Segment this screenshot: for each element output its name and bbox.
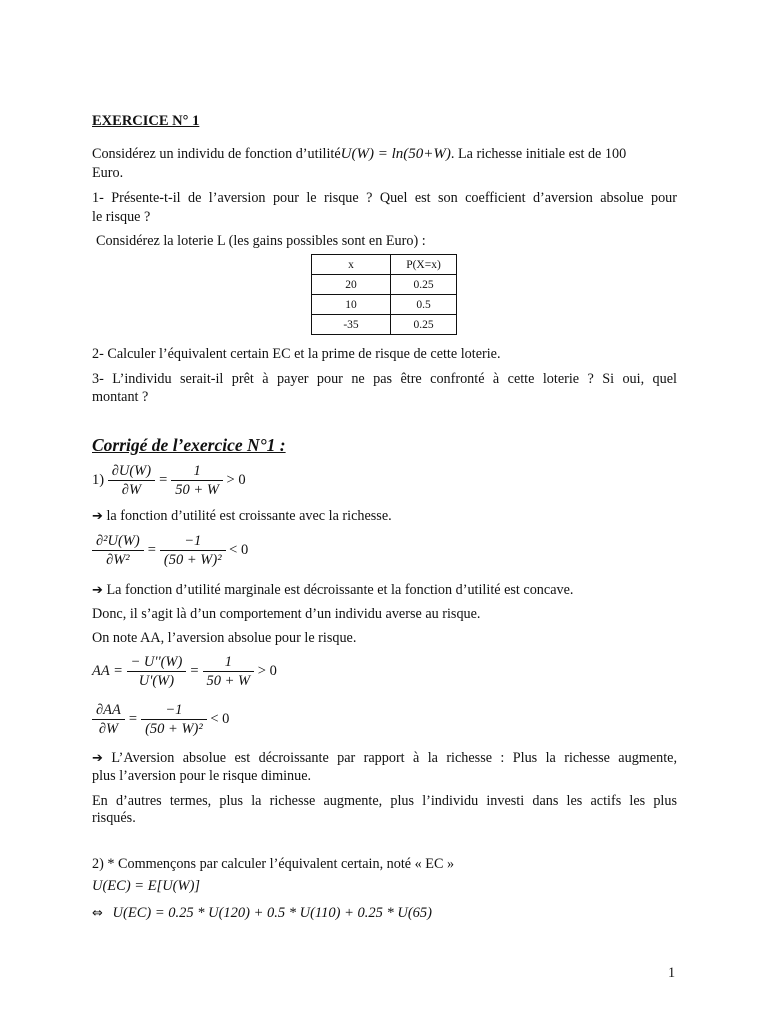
line-donc: Donc, il s’agit là d’un comportement d’un individu averse au risque. xyxy=(92,606,481,622)
utility-formula: U(W) = ln(50+W) xyxy=(340,146,451,162)
part-2-heading: 2) * Commençons par calculer l’équivalent certain, noté « EC » xyxy=(92,856,455,872)
note-1 xyxy=(92,507,392,526)
note-3-line-1 xyxy=(92,749,677,768)
equation-1-tail: > 0 xyxy=(226,471,246,488)
equation-6-text: U(EC) = 0.25 * U(120) + 0.5 * U(110) + 0.25 * U(65) xyxy=(112,905,432,921)
equation-4-tail: < 0 xyxy=(210,710,230,727)
equation-5: U(EC) = E[U(W)] xyxy=(92,878,201,894)
equation-2-rhs-numerator: −1 xyxy=(160,532,226,551)
table-cell: 0.25 xyxy=(391,315,457,335)
table-row xyxy=(312,315,457,335)
equation-3-denominator: U'(W) xyxy=(138,673,175,689)
equation-3-tail: > 0 xyxy=(257,662,277,679)
equation-1-label: 1) xyxy=(92,471,105,488)
equation-2-tail: < 0 xyxy=(229,541,249,558)
table-cell: -35 xyxy=(312,315,391,335)
table-header-cell: x xyxy=(312,255,391,275)
intro-line-2: Euro. xyxy=(92,165,124,181)
solution-title: Corrigé de l’exercice N°1 : xyxy=(92,435,286,455)
intro-text-b: . La richesse initiale est de 100 xyxy=(450,146,627,162)
equation-4: $\frac{\partial AA}{\partial W}$ = $\frac{-1}{\text{(50 + W)²}}$ < 0 xyxy=(92,701,229,738)
question-3-line-1: 3- L’individu serait-il prêt à payer pour ne pas être confronté à cette loterie ? Si oui, quel xyxy=(92,371,677,387)
equation-3-rhs-numerator: 1 xyxy=(203,653,255,672)
equivalence-icon: ⇔ xyxy=(92,906,103,921)
question-2: 2- Calculer l’équivalent certain EC et la prime de risque de cette loterie. xyxy=(92,346,501,362)
intro-line-1 xyxy=(92,145,626,164)
equation-1-denominator: ∂W xyxy=(121,482,142,498)
arrow-right-icon: ➔ xyxy=(92,751,103,766)
equation-3-numerator: − U''(W) xyxy=(127,653,187,672)
question-3-line-2: montant ? xyxy=(92,389,149,405)
equation-1-numerator: ∂U(W) xyxy=(108,462,155,481)
note-3-text: L’Aversion absolue est décroissante par rapport à la richesse : Plus la richesse augmente, xyxy=(111,750,678,766)
exercise-title: EXERCICE N° 1 xyxy=(92,113,200,129)
equation-4-denominator: ∂W xyxy=(98,721,119,737)
equation-4-rhs-numerator: −1 xyxy=(141,701,207,720)
question-1-line-2: le risque ? xyxy=(92,209,151,225)
equation-3: AA = $\frac{- U''(W)}{U'(W)}$ = $\frac{1}{50 + W}$ > 0 xyxy=(92,654,277,689)
note-3-line-2: plus l’aversion pour le risque diminue. xyxy=(92,768,312,784)
intro-text-a: Considérez un individu de fonction d’utilité xyxy=(92,146,341,162)
equation-1: 1) $\frac{\partial U(W)}{\partial W}$ = $\frac{1}{50 + W}$ > 0 xyxy=(92,463,246,498)
equation-3-rhs-denominator: 50 + W xyxy=(206,673,251,689)
table-cell: 10 xyxy=(312,295,391,315)
equation-2-denominator: ∂W² xyxy=(106,552,130,568)
arrow-right-icon: ➔ xyxy=(92,509,103,524)
equation-2-numerator: ∂²U(W) xyxy=(92,532,144,551)
note-2 xyxy=(92,581,573,600)
note-1-text: la fonction d’utilité est croissante avec la richesse. xyxy=(106,508,392,524)
table-header-cell: P(X=x) xyxy=(391,255,457,275)
table-header-row xyxy=(312,255,457,275)
equation-1-rhs-denominator: 50 + W xyxy=(175,482,219,498)
line-aversion-absolue: On note AA, l’aversion absolue pour le risque. xyxy=(92,630,357,646)
equation-2-rhs-denominator: (50 + W)² xyxy=(163,552,222,568)
equation-4-rhs-denominator: (50 + W)² xyxy=(145,721,203,737)
table-row xyxy=(312,275,457,295)
lottery-intro: Considérez la loterie L (les gains possibles sont en Euro) : xyxy=(96,233,426,249)
paragraph-line-2: risqués. xyxy=(92,810,136,826)
paragraph-line-1: En d’autres termes, plus la richesse augmente, plus l’individu investi dans les actifs les plus xyxy=(92,793,677,809)
question-1-line-1: 1- Présente-t-il de l’aversion pour le risque ? Quel est son coefficient d’aversion absolue pour xyxy=(92,190,677,206)
page-number: 1 xyxy=(668,965,676,981)
equation-6 xyxy=(92,905,432,922)
equation-3-lhs: AA = xyxy=(92,662,123,679)
equation-1-rhs-numerator: 1 xyxy=(171,462,223,481)
equation-4-numerator: ∂AA xyxy=(92,701,125,720)
table-cell: 0.25 xyxy=(391,275,457,295)
lottery-table xyxy=(311,254,457,335)
table-row xyxy=(312,295,457,315)
arrow-right-icon: ➔ xyxy=(92,583,103,598)
table-cell: 20 xyxy=(312,275,391,295)
table-cell: 0.5 xyxy=(391,295,457,315)
note-2-text: La fonction d’utilité marginale est décroissante et la fonction d’utilité est concave. xyxy=(106,582,574,598)
equation-2: $\frac{\text{∂²U(W)}}{\text{∂W²}}$ = $\frac{-1}{\text{(50 + W)²}}$ < 0 xyxy=(92,532,248,569)
